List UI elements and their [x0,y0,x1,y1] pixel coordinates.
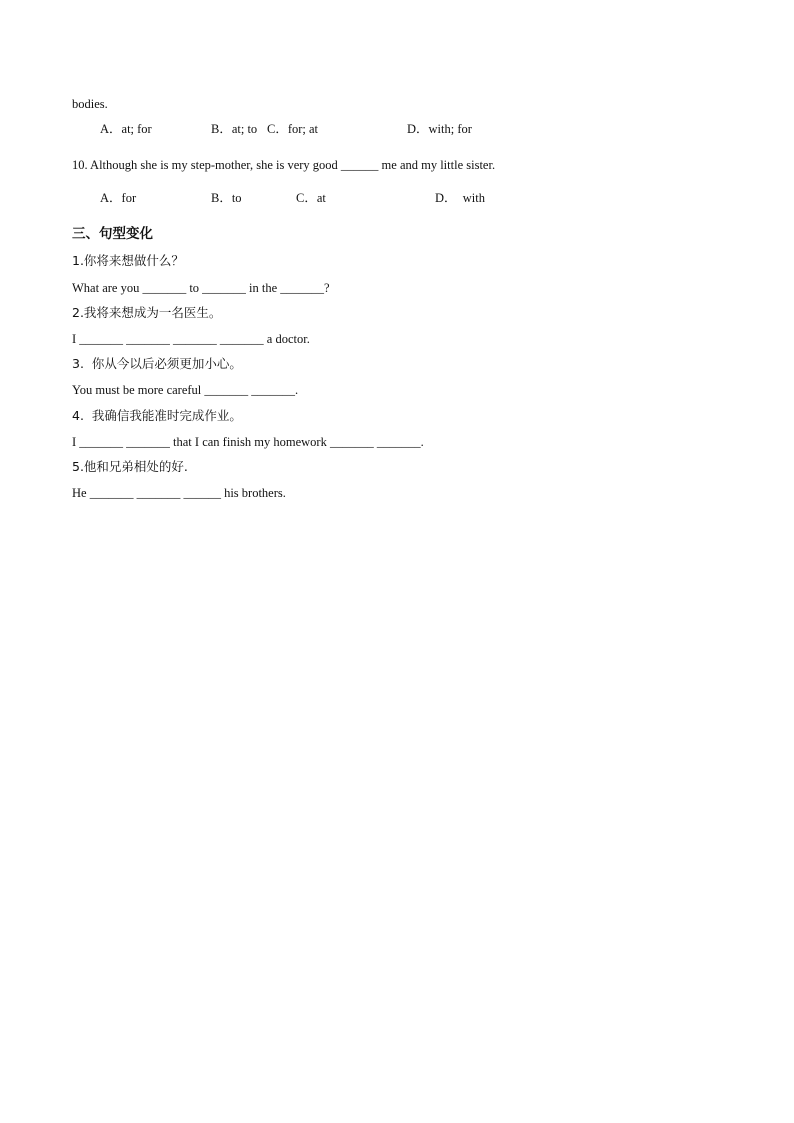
option-a: A．at; for [100,122,152,136]
option-b: B．to [211,191,242,205]
item-5-english: He _______ _______ ______ his brothers. [72,486,286,500]
item-4-chinese: 4. 我确信我能准时完成作业。 [72,408,242,423]
item-3-english: You must be more careful _______ _______. [72,383,299,397]
item-5-chinese: 5.他和兄弟相处的好. [72,459,188,474]
option-a: A．for [100,191,137,205]
item-1-english: What are you _______ to _______ in the _______? [72,281,330,295]
question-9-options [100,121,700,137]
item-2-chinese: 2.我将来想成为一名医生。 [72,305,222,320]
option-d: D．with; for [407,122,472,136]
question-10-stem: 10. Although she is my step-mother, she is very good ______ me and my little sister. [72,158,496,172]
question-9-tail: bodies. [72,97,108,111]
question-10-options [100,190,700,206]
option-c: C．at [296,191,326,205]
section-title: 三、句型变化 [72,226,153,242]
option-c: C．for; at [267,122,319,136]
option-b: B．at; to [211,122,258,136]
option-d: D． with [435,191,486,205]
item-4-english: I _______ _______ that I can finish my homework _______ _______. [72,435,424,449]
item-2-english: I _______ _______ _______ _______ a doctor. [72,332,310,346]
item-3-chinese: 3. 你从今以后必须更加小心。 [72,356,242,371]
item-1-chinese: 1.你将来想做什么？ [72,253,184,268]
